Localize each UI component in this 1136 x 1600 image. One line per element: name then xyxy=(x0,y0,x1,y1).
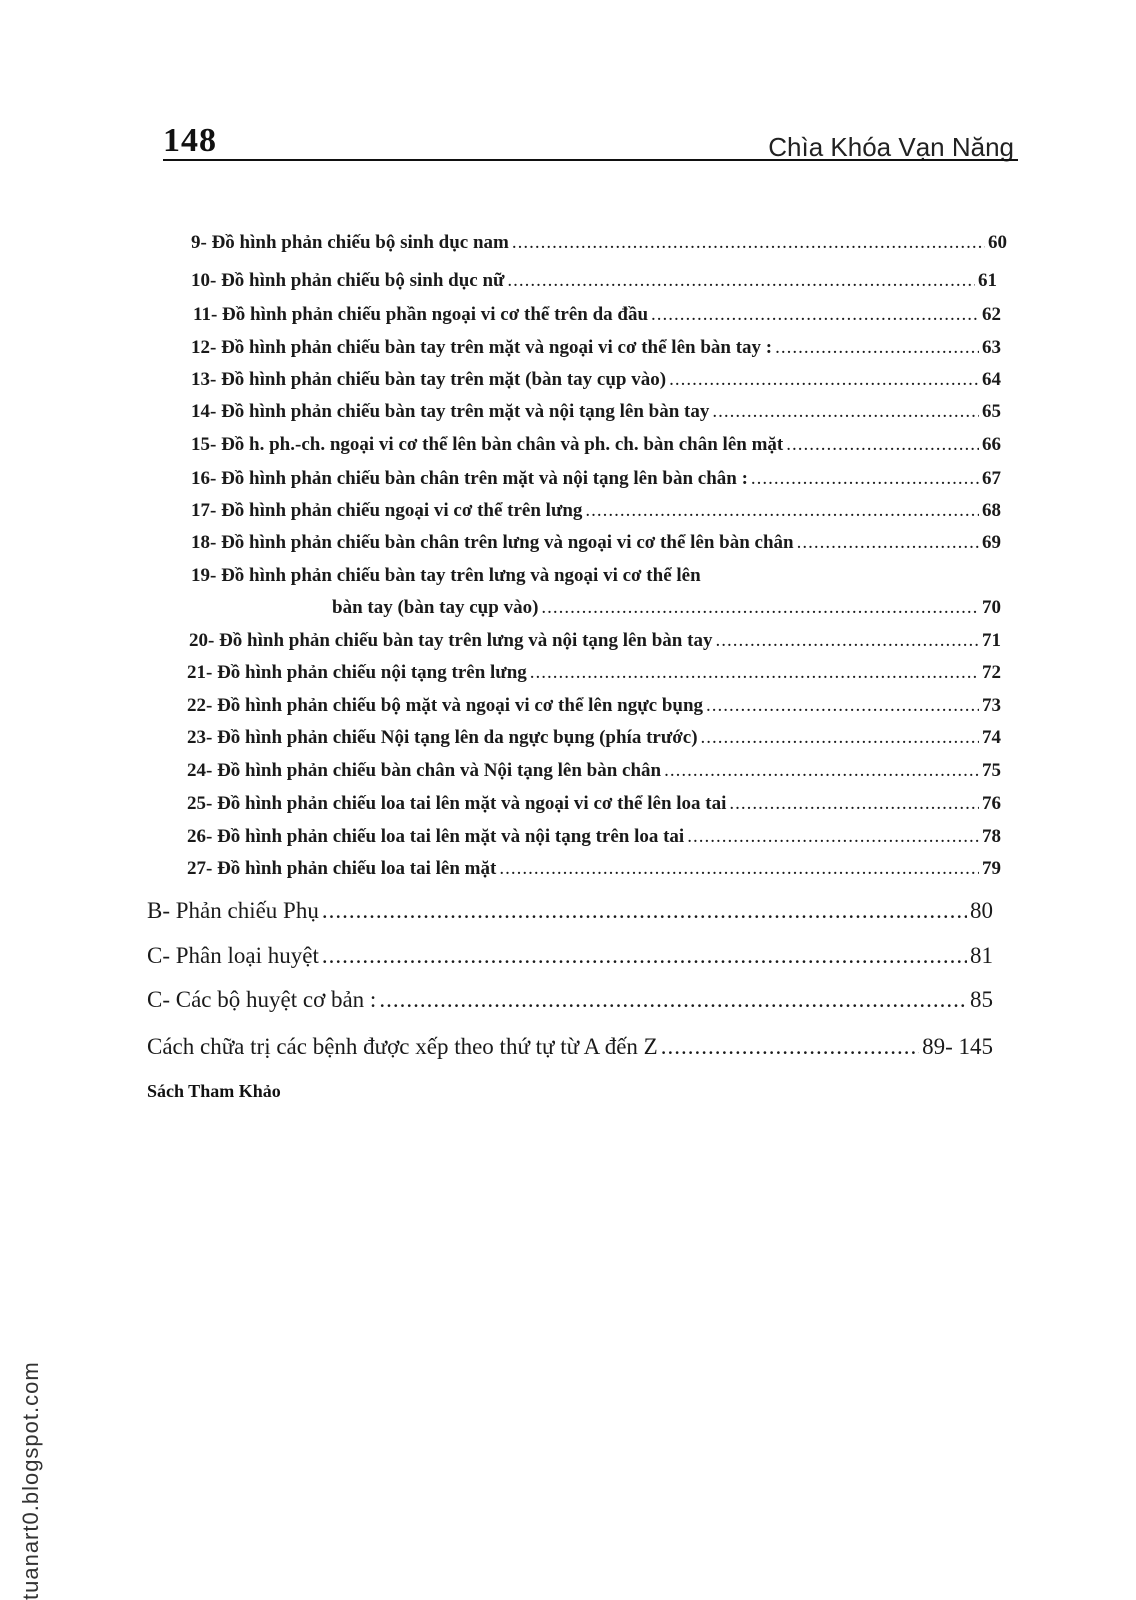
dot-leader xyxy=(712,401,979,423)
toc-entry xyxy=(191,232,1007,254)
dot-leader xyxy=(512,232,985,254)
toc-entry-page: 74 xyxy=(982,727,1001,748)
toc-entry-label: 16- Đồ hình phản chiếu bàn chân trên mặt và nội tạng lên bàn chân : xyxy=(191,468,748,489)
toc-entry-page: 65 xyxy=(982,401,1001,422)
dot-leader xyxy=(507,270,975,292)
watermark: tuanart0.blogspot.com xyxy=(18,1361,43,1600)
toc-entry-label: 9- Đồ hình phản chiếu bộ sinh dục nam xyxy=(191,232,509,253)
toc-entry-page: 76 xyxy=(982,793,1001,814)
dot-leader xyxy=(706,695,979,717)
toc-entry-page: 78 xyxy=(982,826,1001,847)
dot-leader xyxy=(651,304,979,326)
toc-entry-label: 22- Đồ hình phản chiếu bộ mặt và ngoại vi cơ thể lên ngực bụng xyxy=(187,695,704,716)
toc-entry-page: 71 xyxy=(982,630,1001,651)
toc-entry-page: 70 xyxy=(982,597,1001,618)
section-label: Cách chữa trị các bệnh được xếp theo thứ tự từ A đến Z xyxy=(147,1034,658,1059)
toc-entry xyxy=(187,826,1001,848)
toc-entry-page: 67 xyxy=(982,468,1001,489)
toc-entry xyxy=(187,727,1001,749)
dot-leader xyxy=(530,662,979,684)
toc-entry-label: 21- Đồ hình phản chiếu nội tạng trên lưng xyxy=(187,662,527,683)
toc-entry xyxy=(191,500,1001,522)
dot-leader xyxy=(775,337,979,359)
toc-entry xyxy=(187,858,1001,880)
dot-leader xyxy=(669,369,979,391)
toc-entry xyxy=(191,468,1001,490)
toc-entry xyxy=(187,662,1001,684)
section-page: 89- 145 xyxy=(922,1034,993,1059)
dot-leader xyxy=(541,597,979,619)
dot-leader xyxy=(664,760,979,782)
toc-entry-label: 23- Đồ hình phản chiếu Nội tạng lên da ngực bụng (phía trước) xyxy=(187,727,698,748)
dot-leader xyxy=(585,500,979,522)
dot-leader xyxy=(687,826,979,848)
section-page: 85 xyxy=(970,987,993,1012)
dot-leader xyxy=(379,987,967,1013)
dot-leader xyxy=(715,630,979,652)
section-entry xyxy=(147,898,993,924)
toc-entry xyxy=(191,434,1001,456)
dot-leader xyxy=(751,468,979,490)
toc-entry xyxy=(189,630,1001,652)
toc-entry xyxy=(332,597,1001,619)
dot-leader xyxy=(322,898,967,924)
toc-entry-label: 12- Đồ hình phản chiếu bàn tay trên mặt và ngoại vi cơ thể lên bàn tay : xyxy=(191,337,773,358)
section-page: 80 xyxy=(970,898,993,923)
toc-entry-page: 66 xyxy=(982,434,1001,455)
toc-entry-label: 11- Đồ hình phản chiếu phần ngoại vi cơ thể trên da đầu xyxy=(193,304,649,325)
dot-leader xyxy=(322,943,967,969)
dot-leader xyxy=(701,727,979,749)
toc-entry-page: 61 xyxy=(978,270,997,291)
section-entry xyxy=(147,943,993,969)
toc-entry-page: 68 xyxy=(982,500,1001,521)
running-title: Chìa Khóa Vạn Năng xyxy=(768,132,1014,162)
toc-entry-label: 20- Đồ hình phản chiếu bàn tay trên lưng và nội tạng lên bàn tay xyxy=(189,630,713,651)
section-entry xyxy=(147,987,993,1013)
toc-entry-label: 25- Đồ hình phản chiếu loa tai lên mặt và ngoại vi cơ thể lên loa tai xyxy=(187,793,727,814)
toc-entry xyxy=(193,304,1001,326)
toc-entry-page: 64 xyxy=(982,369,1001,390)
toc-entry xyxy=(191,532,1001,554)
toc-entry-continuation: bàn tay (bàn tay cụp vào) xyxy=(332,597,539,618)
toc-entry-label: 18- Đồ hình phản chiếu bàn chân trên lưng và ngoại vi cơ thể lên bàn chân xyxy=(191,532,794,553)
toc-entry xyxy=(191,401,1001,423)
toc-entry-page: 62 xyxy=(982,304,1001,325)
section-label: B- Phản chiếu Phụ xyxy=(147,898,319,923)
toc-entry-label: 15- Đồ h. ph.-ch. ngoại vi cơ thể lên bàn chân và ph. ch. bàn chân lên mặt xyxy=(191,434,784,455)
toc-entry-page: 69 xyxy=(982,532,1001,553)
toc-entry-page: 72 xyxy=(982,662,1001,683)
dot-leader xyxy=(661,1034,919,1060)
toc-entry-label: 27- Đồ hình phản chiếu loa tai lên mặt xyxy=(187,858,497,879)
toc-entry xyxy=(187,695,1001,717)
toc-entry-label: 17- Đồ hình phản chiếu ngoại vi cơ thể trên lưng xyxy=(191,500,583,521)
dot-leader xyxy=(729,793,979,815)
toc-entry-label: 14- Đồ hình phản chiếu bàn tay trên mặt và nội tạng lên bàn tay xyxy=(191,401,710,422)
toc-entry xyxy=(187,760,1001,782)
toc-entry-label: 26- Đồ hình phản chiếu loa tai lên mặt và nội tạng trên loa tai xyxy=(187,826,685,847)
references-heading: Sách Tham Khảo xyxy=(147,1081,281,1101)
toc-entry xyxy=(187,793,1001,815)
toc-entry-label: 10- Đồ hình phản chiếu bộ sinh dục nữ xyxy=(191,270,505,291)
dot-leader xyxy=(499,858,979,880)
page-number: 148 xyxy=(163,122,217,159)
toc-entry-page: 79 xyxy=(982,858,1001,879)
section-entry xyxy=(147,1034,993,1060)
toc-entry-page: 75 xyxy=(982,760,1001,781)
section-label: C- Các bộ huyệt cơ bản : xyxy=(147,987,377,1012)
dot-leader xyxy=(786,434,979,456)
section-label: C- Phân loại huyệt xyxy=(147,943,319,968)
toc-entry-label: 13- Đồ hình phản chiếu bàn tay trên mặt (bàn tay cụp vào) xyxy=(191,369,667,390)
section-page: 81 xyxy=(970,943,993,968)
toc-entry xyxy=(191,270,997,292)
toc-entry xyxy=(191,337,1001,359)
toc-entry-page: 63 xyxy=(982,337,1001,358)
toc-entry-page: 60 xyxy=(988,232,1007,253)
dot-leader xyxy=(797,532,979,554)
toc-entry-label: 19- Đồ hình phản chiếu bàn tay trên lưng và ngoại vi cơ thể lên xyxy=(191,565,701,586)
toc-entry-label: 24- Đồ hình phản chiếu bàn chân và Nội tạng lên bàn chân xyxy=(187,760,662,781)
toc-entry-page: 73 xyxy=(982,695,1001,716)
toc-entry xyxy=(191,369,1001,391)
